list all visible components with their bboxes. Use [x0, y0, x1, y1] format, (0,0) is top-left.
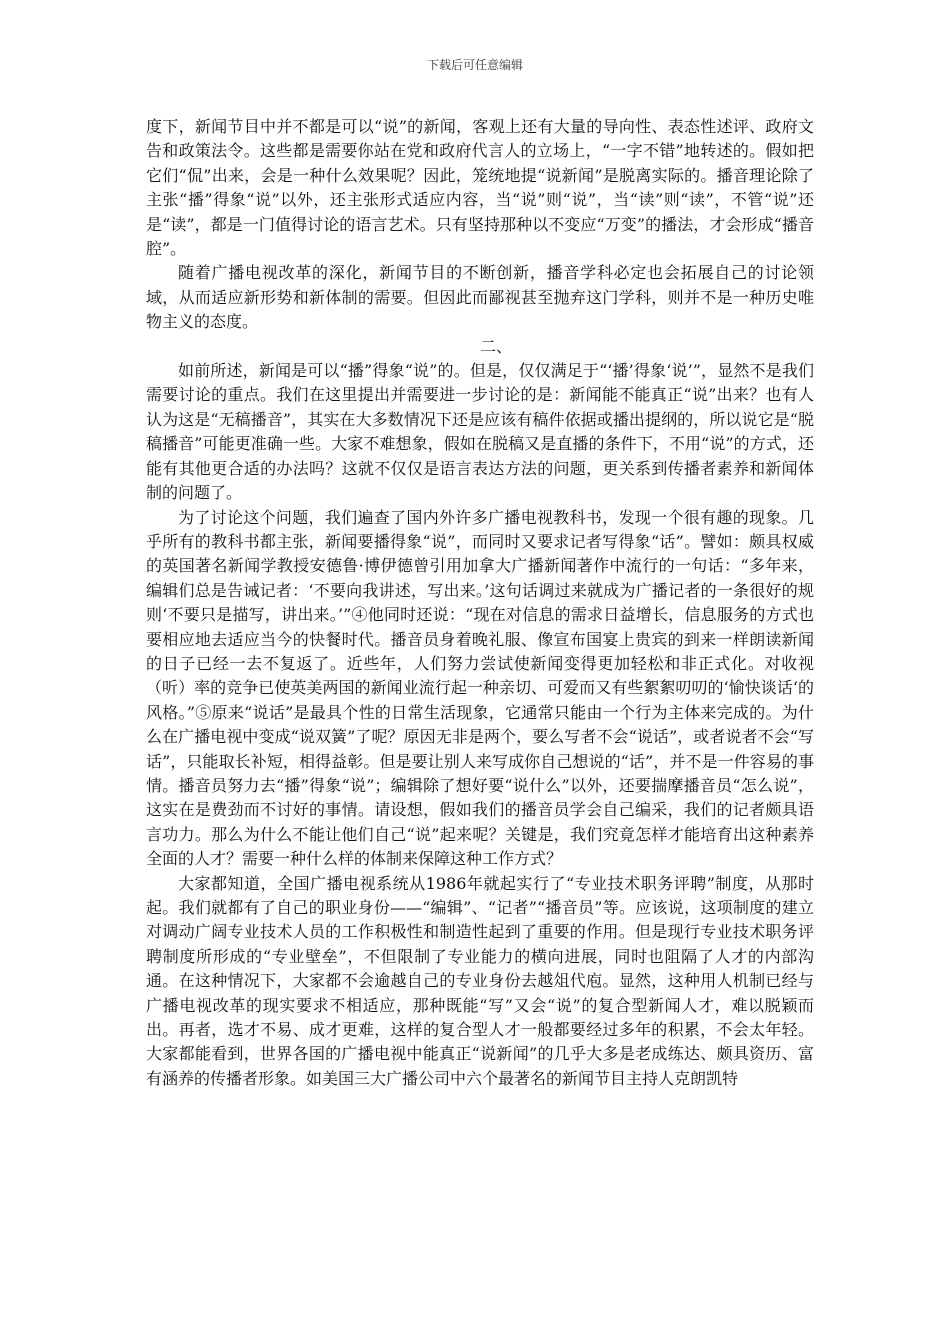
paragraph: 为了讨论这个问题，我们遍查了国内外许多广播电视教科书，发现一个很有趣的现象。几乎所有的教科书都主张，新闻要播得象“说”，而同时又要求记者写得象“话”。譬如：颇具权威的英国著名新闻学教授安德鲁·博伊德曾引用加拿大广播新闻著作中流行的一句话：“多年来，编辑们总是告诫记者：‘不要向我讲述，写出来。’这句话调过来就成为广播记者的一条很好的规则‘不要只是描写，讲出来。’”④他同时还说：“现在对信息的需求日益增长，信息服务的方式也要相应地去适应当今的快餐时代。播音员身着晚礼服、像宣布国宴上贵宾的到来一样朗读新闻的日子已经一去不复返了。近些年，人们努力尝试使新闻变得更加轻松和非正式化。对收视（听）率的竞争已使英美两国的新闻业流行起一种亲切、可爱而又有些絮絮叨叨的‘愉快谈话‘的风格。”⑤原来“说话”是最具个性的日常生活现象，它通常只能由一个行为主体来完成的。为什么在广播电视中变成“说双簧”了呢？原因无非是两个，要么写者不会“说话”，或者说者不会“写话”，只能取长补短，相得益彰。但是要让别人来写成你自己想说的“话”，并不是一件容易的事情。播音员努力去“播”得象“说”；编辑除了想好要“说什么”以外，还要揣摩播音员“怎么说”，这实在是费劲而不讨好的事情。请设想，假如我们的播音员学会自己编采，我们的记者颇具语言功力。那么为什么不能让他们自己“说”起来呢？关键是，我们究竟怎样才能培育出这种素养全面的人才？需要一种什么样的体制来保障这种工作方式？ [146, 507, 814, 869]
section-heading: 二、 [479, 336, 512, 356]
paragraph: 如前所述，新闻是可以“播”得象“说”的。但是，仅仅满足于“‘播’得象‘说’”，显然不是我们需要讨论的重点。我们在这里提出并需要进一步讨论的是：新闻能不能真正“说”出来？也有人认为这是“无稿播音”，其实在大多数情况下还是应该有稿件依据或播出提纲的，所以说它是“脱稿播音”可能更准确一些。大家不难想象，假如在脱稿又是直播的条件下，不用“说”的方式，还能有其他更合适的办法吗？这就不仅仅是语言表达方法的问题，更关系到传播者素养和新闻体制的问题了。 [146, 361, 814, 503]
paragraph: 大家都知道，全国广播电视系统从1986年就起实行了“专业技术职务评聘”制度，从那时起。我们就都有了自己的职业身份——“编辑”、“记者”“播音员”等。应该说，这项制度的建立对调动广阔专业技术人员的工作积极性和制造性起到了重要的作用。但是现行专业技术职务评聘制度所形成的“专业壁垒”，不但限制了专业能力的横向进展，同时也阻隔了人才的内部沟通。在这种情况下，大家都不会逾越自己的专业身份去越俎代庖。显然，这种用人机制已经与广播电视改革的现实要求不相适应，那种既能“写”又会“说”的复合型新闻人才，难以脱颖而出。再者，选才不易、成才更难，这样的复合型人才一般都要经过多年的积累，不会太年轻。大家都能看到，世界各国的广播电视中能真正“说新闻”的几乎大多是老成练达、颇具资历、富有涵养的传播者形象。如美国三大广播公司中六个最著名的新闻节目主持人克朗凯特 [146, 873, 814, 1088]
paragraph: 随着广播电视改革的深化，新闻节目的不断创新，播音学科必定也会拓展自己的讨论领域，从而适应新形势和新体制的需要。但因此而鄙视甚至抛弃这门学科，则并不是一种历史唯物主义的态度。 [146, 263, 814, 332]
paragraph: 度下，新闻节目中并不都是可以“说”的新闻，客观上还有大量的导向性、表态性述评、政府文告和政策法令。这些都是需要你站在党和政府代言人的立场上，“一字不错”地转述的。假如把它们“侃”出来，会是一种什么效果呢？因此，笼统地提“说新闻”是脱离实际的。播音理论除了主张“播”得象“说”以外，还主张形式适应内容，当“说”则“说”，当“读”则“读”，不管“说”还是“读”，都是一门值得讨论的语言艺术。只有坚持那种以不变应“万变”的播法，才会形成“播音腔”。 [146, 117, 814, 259]
page-header: 下载后可任意编辑 [426, 58, 523, 72]
document-body [146, 115, 814, 1091]
